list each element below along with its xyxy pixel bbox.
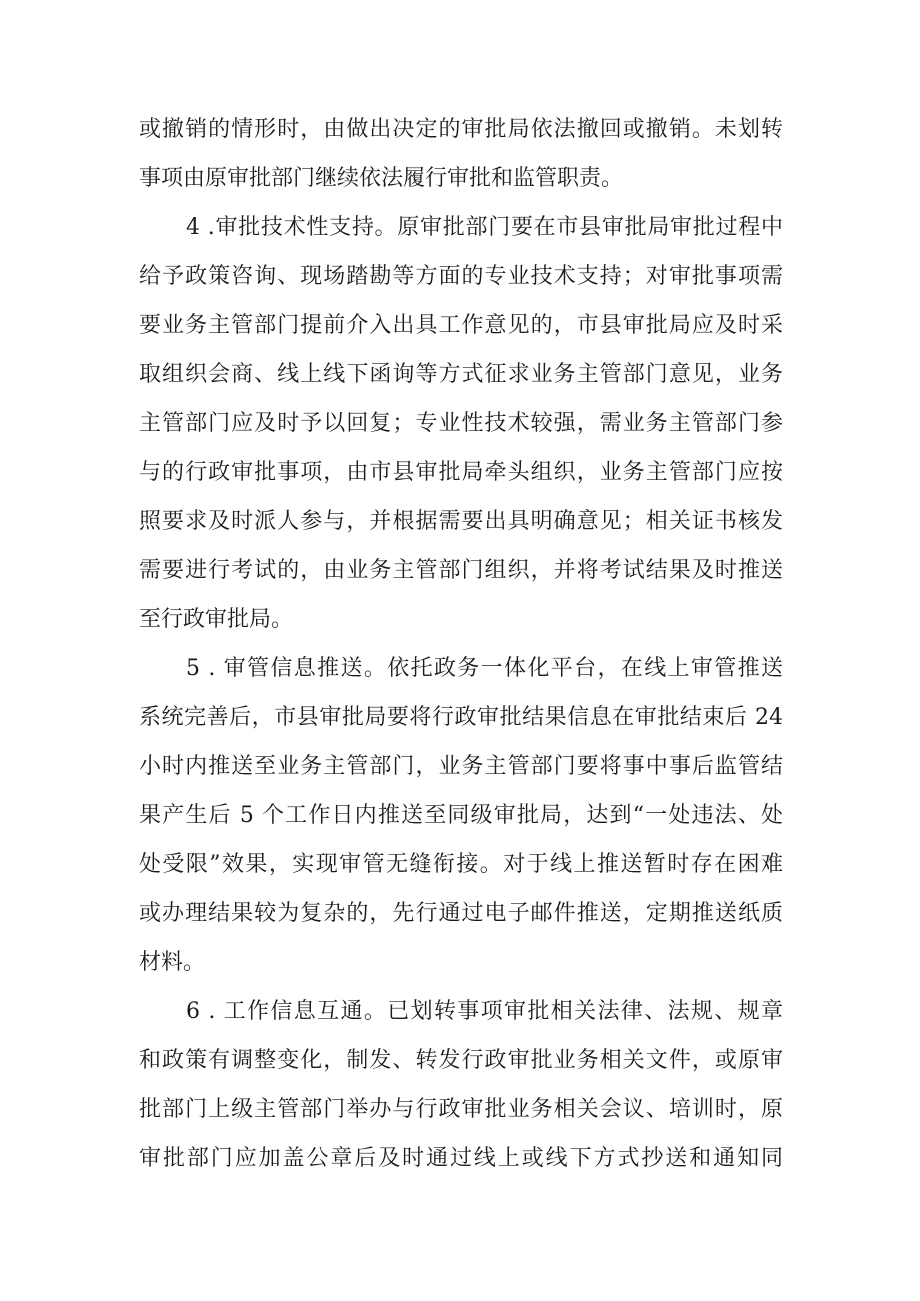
text-line <box>0 1139 920 1179</box>
text-line <box>0 159 920 199</box>
text-line <box>0 306 920 346</box>
text-line <box>0 453 920 493</box>
text-line <box>0 796 920 836</box>
text-line <box>0 943 920 983</box>
text-line-content: 或撤销的情形时，由做出决定的审批局依法撤回或撤销。未划转 <box>139 117 783 142</box>
text-line-content: 材料。 <box>139 950 206 975</box>
text-line-content: 或办理结果较为复杂的，先行通过电子邮件推送，定期推送纸质 <box>139 901 783 926</box>
text-line-content: 6 . 工作信息互通。已划转事项审批相关法律、法规、规章 <box>186 999 783 1024</box>
paragraph-first-line <box>0 649 920 689</box>
text-line-content: 处受限”效果，实现审管无缝衔接。对于线上推送暂时存在困难 <box>139 852 783 877</box>
text-line <box>0 600 920 640</box>
text-line <box>0 747 920 787</box>
text-line <box>0 1090 920 1130</box>
paragraph-first-line <box>0 992 920 1032</box>
text-line-content: 果产生后 5 个工作日内推送至同级审批局，达到“一处违法、处 <box>139 803 783 828</box>
text-line-content: 主管部门应及时予以回复；专业性技术较强，需业务主管部门参 <box>139 411 783 436</box>
text-line <box>0 404 920 444</box>
text-line-content: 和政策有调整变化，制发、转发行政审批业务相关文件，或原审 <box>139 1048 783 1073</box>
text-line-content: 与的行政审批事项，由市县审批局牵头组织，业务主管部门应按 <box>139 460 783 485</box>
text-line <box>0 551 920 591</box>
text-line <box>0 502 920 542</box>
text-line <box>0 1041 920 1081</box>
text-line-content: 取组织会商、线上线下函询等方式征求业务主管部门意见，业务 <box>139 362 783 387</box>
text-line-content: 审批部门应加盖公章后及时通过线上或线下方式抄送和通知同 <box>139 1146 783 1171</box>
text-line-content: 系统完善后，市县审批局要将行政审批结果信息在审批结束后 24 <box>139 705 783 730</box>
text-line <box>0 110 920 150</box>
text-line-content: 照要求及时派人参与，并根据需要出具明确意见；相关证书核发 <box>139 509 783 534</box>
text-line-content: 给予政策咨询、现场踏勘等方面的专业技术支持；对审批事项需 <box>139 264 783 289</box>
text-line <box>0 894 920 934</box>
text-line-content: 事项由原审批部门继续依法履行审批和监管职责。 <box>139 166 624 191</box>
text-line-content: 需要进行考试的，由业务主管部门组织，并将考试结果及时推送 <box>139 558 783 583</box>
text-line-content: 批部门上级主管部门举办与行政审批业务相关会议、培训时，原 <box>139 1097 783 1122</box>
text-line-content: 5 . 审管信息推送。依托政务一体化平台，在线上审管推送 <box>186 656 783 681</box>
text-line <box>0 257 920 297</box>
text-line <box>0 698 920 738</box>
text-line-content: 要业务主管部门提前介入出具工作意见的，市县审批局应及时采 <box>139 313 783 338</box>
text-line <box>0 845 920 885</box>
text-line-content: 至行政审批局。 <box>139 607 294 632</box>
paragraph-first-line <box>0 208 920 248</box>
text-line-content: 小时内推送至业务主管部门，业务主管部门要将事中事后监管结 <box>139 754 783 779</box>
text-line <box>0 355 920 395</box>
text-line-content: 4 .审批技术性支持。原审批部门要在市县审批局审批过程中 <box>186 215 783 240</box>
